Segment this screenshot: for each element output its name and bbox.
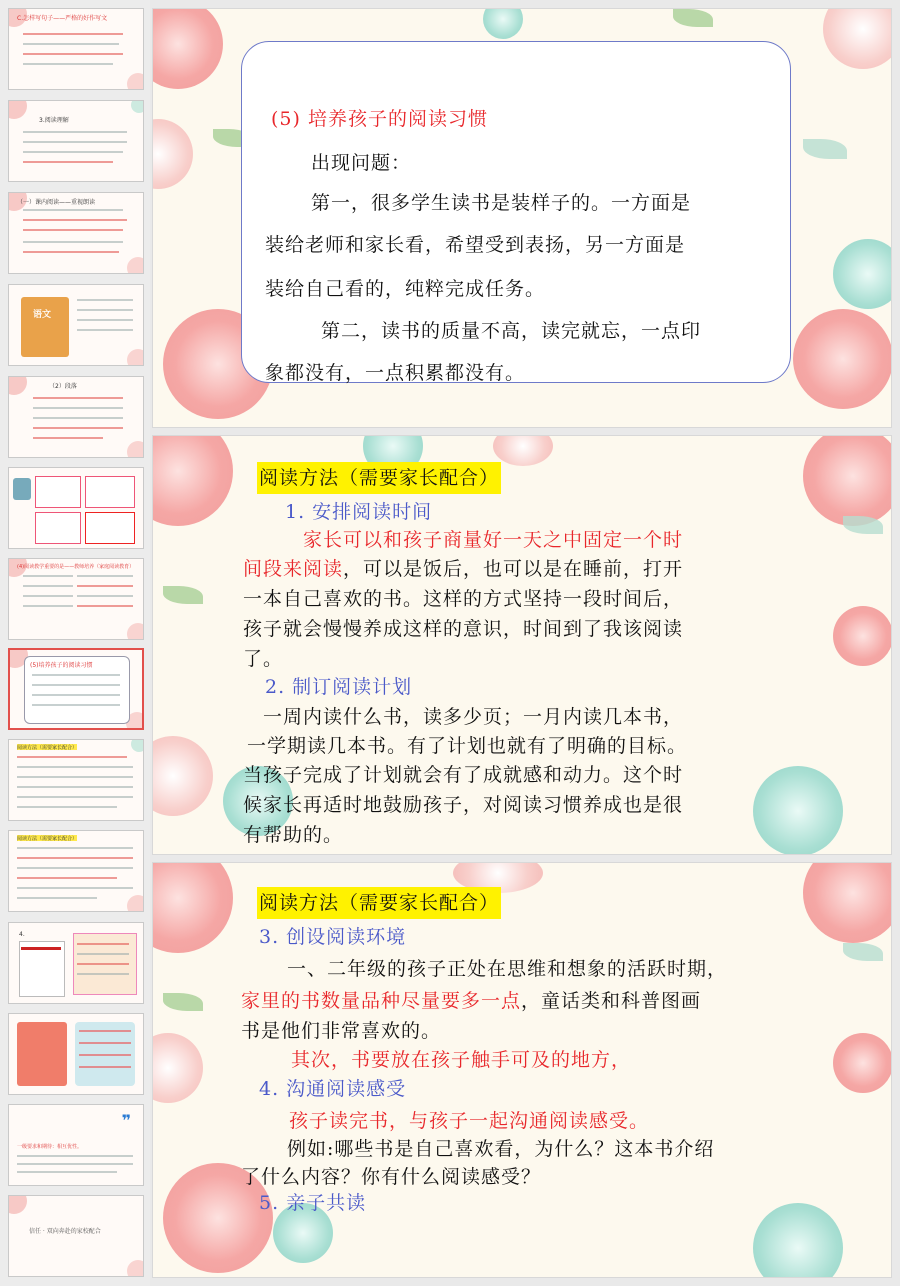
leaf-decoration <box>803 139 847 159</box>
leaf-decoration <box>673 9 713 27</box>
item-1-line-4: 孩子就会慢慢养成这样的意识，时间到了我该阅读 <box>243 618 684 640</box>
thumbnail-title: 阅读方法（需要家长配合） <box>17 836 78 842</box>
item-2-line-4: 候家长再适时地鼓励孩子，对阅读习惯养成也是很 <box>243 794 684 816</box>
flower-decoration <box>823 8 892 69</box>
item-3-line-3: 书是他们非常喜欢的。 <box>241 1020 442 1042</box>
slide-reading-method-2 <box>152 862 892 1278</box>
item-2-line-2: 一学期读几本书。有了计划也就有了明确的目标。 <box>247 735 688 757</box>
slide-thumbnail-5[interactable] <box>8 376 144 458</box>
thumbnail-title: (4)阅读教学重要的是——教师培养（家庭阅读教育） <box>17 564 135 570</box>
flower-decoration <box>483 8 523 39</box>
thumbnail-title: C.怎样写句子——严格的好作写文 <box>17 15 108 22</box>
slide-thumbnail-8-active[interactable] <box>8 648 144 730</box>
slide-thumbnail-2[interactable] <box>8 100 144 182</box>
thumbnail-title: 3.阅读理解 <box>39 117 69 124</box>
flower-decoration <box>833 1033 892 1093</box>
flower-decoration <box>152 8 223 89</box>
item-3-line-1: 一、二年级的孩子正处在思维和想象的活跃时期， <box>287 958 728 980</box>
item-4-line-3: 了什么内容？你有什么阅读感受？ <box>241 1166 542 1188</box>
slide-thumbnail-10[interactable] <box>8 830 144 912</box>
thumbnail-title: (5)培养孩子的阅读习惯 <box>30 662 93 669</box>
slide-thumbnail-4[interactable] <box>8 284 144 366</box>
flower-decoration <box>803 435 892 526</box>
item-1-emphasis: 间段来阅读 <box>243 558 344 580</box>
slide-thumbnail-7[interactable] <box>8 558 144 640</box>
slide-thumbnail-13[interactable] <box>8 1104 144 1186</box>
slide-thumbnail-9[interactable] <box>8 739 144 821</box>
leaf-decoration <box>843 516 883 534</box>
thumbnail-title: （2）段落 <box>49 383 77 390</box>
item-3-title: 3. 创设阅读环境 <box>259 926 407 948</box>
item-2-line-3: 当孩子完成了计划就会有了成就感和动力。这个时 <box>243 764 684 786</box>
thumbnail-title: （一）课内阅读——重视朗读 <box>17 199 96 206</box>
item-4-line-2: 例如:哪些书是自己喜欢看，为什么？这本书介绍 <box>287 1138 715 1160</box>
item-2-title: 2. 制订阅读计划 <box>265 676 413 698</box>
leaf-decoration <box>163 993 203 1011</box>
flower-decoration <box>833 239 892 309</box>
thumbnail-title: 4. <box>19 931 25 938</box>
thumbnail-title: 语文 <box>33 310 52 320</box>
paragraph-1-line-2: 装给老师和家长看，希望受到表扬，另一方面是 <box>265 234 686 256</box>
item-3-line-4: 其次，书要放在孩子触手可及的地方， <box>291 1049 632 1071</box>
flower-decoration <box>152 862 233 953</box>
paragraph-2-line-1: 第二，读书的质量不高，读完就忘，一点印 <box>321 320 702 342</box>
item-4-line-1: 孩子读完书，与孩子一起沟通阅读感受。 <box>289 1110 650 1132</box>
item-1-line-1: 家长可以和孩子商量好一天之中固定一个时 <box>303 529 684 551</box>
item-3-emphasis: 家里的书数量品种尽量要多一点 <box>241 990 522 1012</box>
leaf-decoration <box>843 943 883 961</box>
flower-decoration <box>753 766 843 855</box>
slide-thumbnail-12[interactable] <box>8 1013 144 1095</box>
quote-icon: ❞ <box>121 1111 131 1130</box>
slide-thumbnail-1[interactable] <box>8 8 144 90</box>
problem-label: 出现问题： <box>311 152 412 174</box>
item-4-title: 4. 沟通阅读感受 <box>259 1078 407 1100</box>
slide-reading-method-1 <box>152 435 892 855</box>
flower-decoration <box>493 435 553 466</box>
paragraph-2-line-2: 象都没有，一点积累都没有。 <box>265 362 526 384</box>
thumbnail-title: 信任 · 双向奔赴的家校配合 <box>29 1228 101 1235</box>
flower-decoration <box>152 435 233 526</box>
flower-decoration <box>753 1203 843 1278</box>
item-2-line-1: 一周内读什么书，读多少页；一月内读几本书， <box>263 706 684 728</box>
slide-thumbnail-6[interactable] <box>8 467 144 549</box>
method-heading: 阅读方法（需要家长配合） <box>257 887 501 919</box>
slide-thumbnail-11[interactable] <box>8 922 144 1004</box>
section-heading: (5) 培养孩子的阅读习惯 <box>271 108 488 130</box>
item-3-line-2-rest: ，童话类和科普图画 <box>521 990 702 1012</box>
flower-decoration <box>833 606 892 666</box>
item-1-line-3: 一本自己喜欢的书。这样的方式坚持一段时间后， <box>243 588 684 610</box>
item-5-title: 5. 亲子共读 <box>259 1192 367 1214</box>
thumbnail-title: 阅读方法（需要家长配合） <box>17 745 78 751</box>
paragraph-1-line-1: 第一，很多学生读书是装样子的。一方面是 <box>311 192 692 214</box>
slide-habit <box>152 8 892 428</box>
item-2-line-5: 有帮助的。 <box>243 824 344 846</box>
slide-thumbnail-14[interactable] <box>8 1195 144 1277</box>
item-1-line-5: 了。 <box>243 648 284 670</box>
paragraph-1-line-3: 装给自己看的，纯粹完成任务。 <box>265 278 546 300</box>
item-1-line-2-rest: ，可以是饭后，也可以是在睡前，打开 <box>343 558 684 580</box>
flower-decoration <box>152 119 193 189</box>
thumbnail-title: 一级要求和期待：相互优性。 <box>17 1144 83 1150</box>
slide-thumbnail-rail[interactable] <box>0 0 150 1286</box>
flower-decoration <box>152 1033 203 1103</box>
book-cover-image <box>21 297 69 357</box>
flower-decoration <box>803 862 892 943</box>
flower-decoration <box>152 736 213 816</box>
slide-thumbnail-3[interactable] <box>8 192 144 274</box>
method-heading: 阅读方法（需要家长配合） <box>257 462 501 494</box>
flower-decoration <box>793 309 892 409</box>
leaf-decoration <box>163 586 203 604</box>
item-1-title: 1. 安排阅读时间 <box>285 501 433 523</box>
